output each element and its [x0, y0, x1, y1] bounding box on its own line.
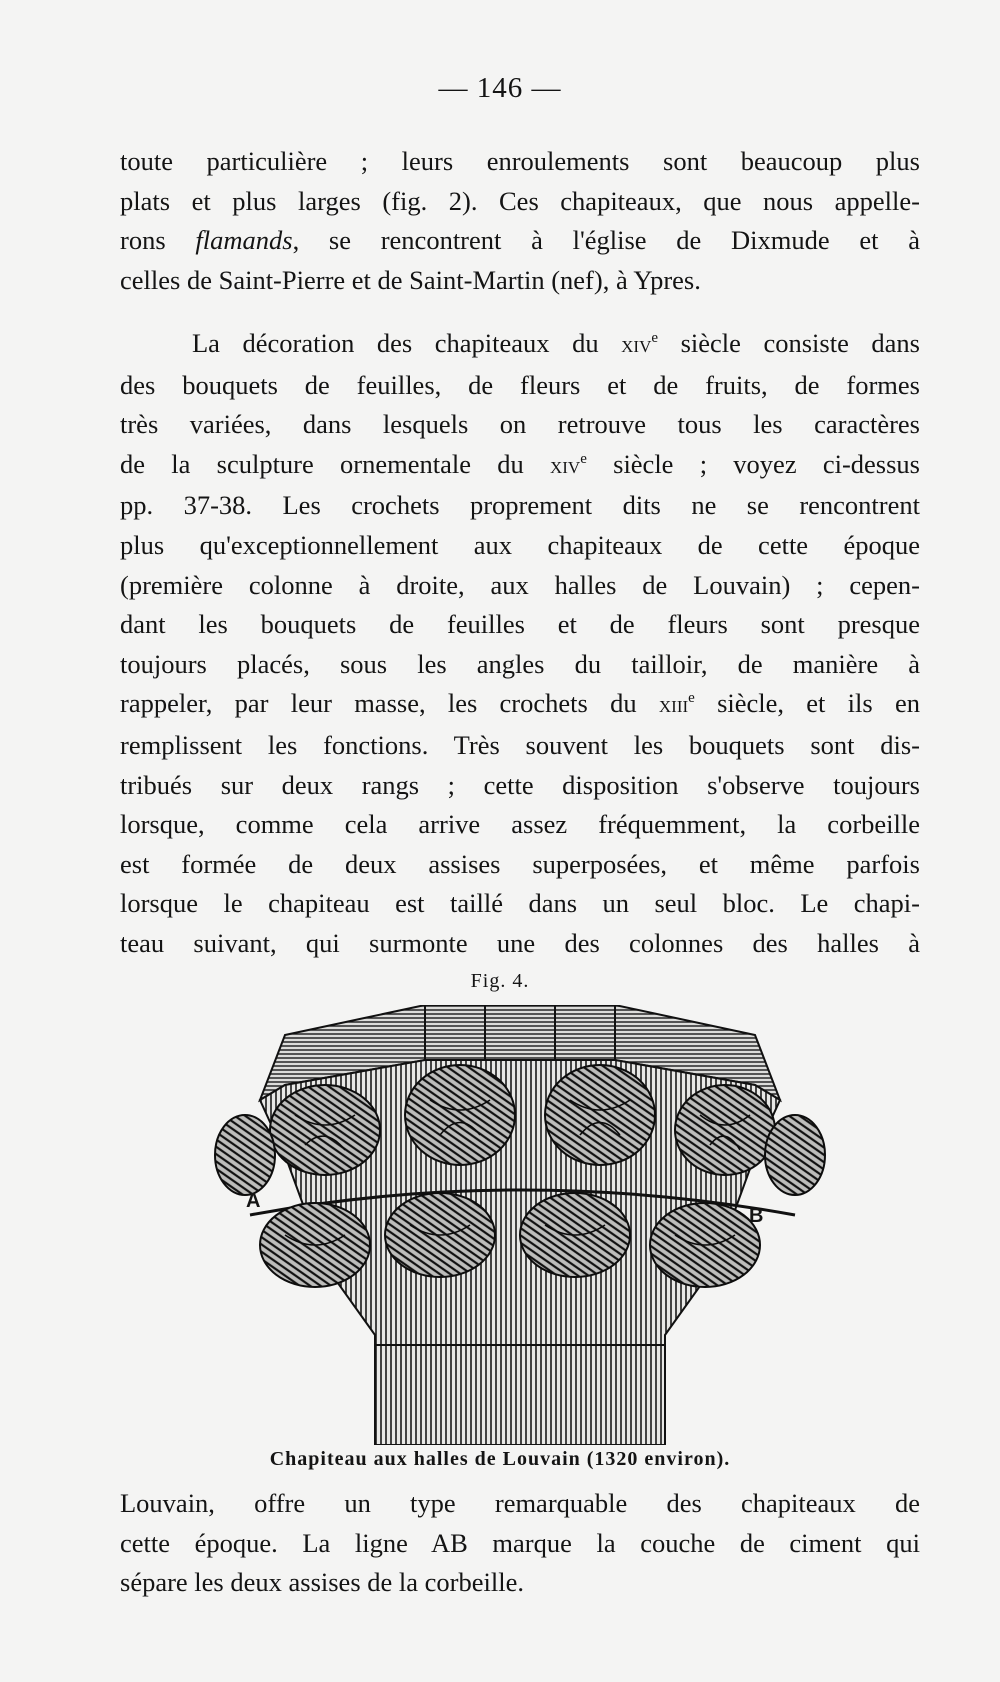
paragraph-3	[120, 1484, 920, 1603]
text-line	[120, 221, 920, 261]
marker-b: B	[749, 1205, 764, 1227]
century-numeral: xiv	[621, 332, 652, 358]
text-line: (première colonne à droite, aux halles de Louvain) ; cepen-	[120, 569, 920, 600]
paragraph-2	[120, 324, 920, 964]
text-fragment: de la sculpture ornementale du	[120, 448, 550, 479]
figure-label: Fig. 4.	[470, 970, 530, 992]
text-line: remplissent les fonctions. Très souvent les bouquets sont dis-	[120, 729, 920, 760]
superscript: e	[688, 690, 695, 707]
text-fragment: rons	[120, 225, 196, 256]
text-line: cette époque. La ligne AB marque la couche de ciment qui	[120, 1527, 920, 1558]
text-line: lorsque, comme cela arrive assez fréquemment, la corbeille	[120, 809, 920, 840]
superscript: e	[651, 330, 659, 346]
text-line: toute particulière ; leurs enroulements sont beaucoup plus	[120, 146, 920, 176]
text-line: lorsque le chapiteau est taillé dans un seul bloc. Le chapi-	[120, 888, 920, 919]
marker-a: A	[246, 1190, 261, 1212]
text-line: toujours placés, sous les angles du tailloir, de manière à	[120, 648, 920, 679]
century-numeral: xiii	[658, 692, 689, 719]
text-fragment: siècle ; voyez ci-dessus	[586, 448, 920, 479]
text-line	[120, 324, 920, 366]
text-line: tribués sur deux rangs ; cette disposition s'observe toujours	[120, 769, 920, 800]
century-numeral: xiv	[549, 452, 581, 479]
text-line: plats et plus larges (fig. 2). Ces chapiteaux, que nous appelle-	[120, 185, 920, 216]
text-line	[120, 684, 920, 726]
italic-term: flamands	[195, 225, 293, 256]
text-line: Louvain, offre un type remarquable des chapiteaux de	[120, 1488, 920, 1518]
text-line: des bouquets de feuilles, de fleurs et de fruits, de formes	[120, 369, 920, 400]
text-fragment: , se rencontrent à l'église de Dixmude et à	[292, 225, 920, 256]
text-fragment: siècle consiste dans	[658, 328, 920, 358]
text-line: plus qu'exceptionnellement aux chapiteaux de cette époque	[120, 529, 920, 560]
text-line: très variées, dans lesquels on retrouve tous les caractères	[120, 409, 920, 440]
text-line: pp. 37-38. Les crochets proprement dits ne se rencontrent	[120, 490, 920, 521]
figure-caption: Chapiteau aux halles de Louvain (1320 environ).	[269, 1448, 731, 1470]
capital-engraving	[195, 1005, 845, 1445]
text-line: est formée de deux assises superposées, et même parfois	[120, 848, 920, 879]
page-number: — 146 —	[438, 72, 562, 104]
text-line: sépare les deux assises de la corbeille.	[120, 1567, 524, 1598]
text-fragment: La décoration des chapiteaux du	[192, 328, 622, 358]
superscript: e	[580, 450, 587, 467]
paragraph-1	[120, 142, 920, 300]
text-line: teau suivant, qui surmonte une des colonnes des halles à	[120, 927, 920, 958]
text-line	[120, 445, 920, 487]
text-line: dant les bouquets de feuilles et de fleurs sont presque	[120, 609, 920, 640]
text-fragment: rappeler, par leur masse, les crochets du	[120, 688, 659, 719]
text-fragment: siècle, et ils en	[694, 688, 920, 719]
text-line: celles de Saint-Pierre et de Saint-Martin (nef), à Ypres.	[120, 264, 701, 295]
